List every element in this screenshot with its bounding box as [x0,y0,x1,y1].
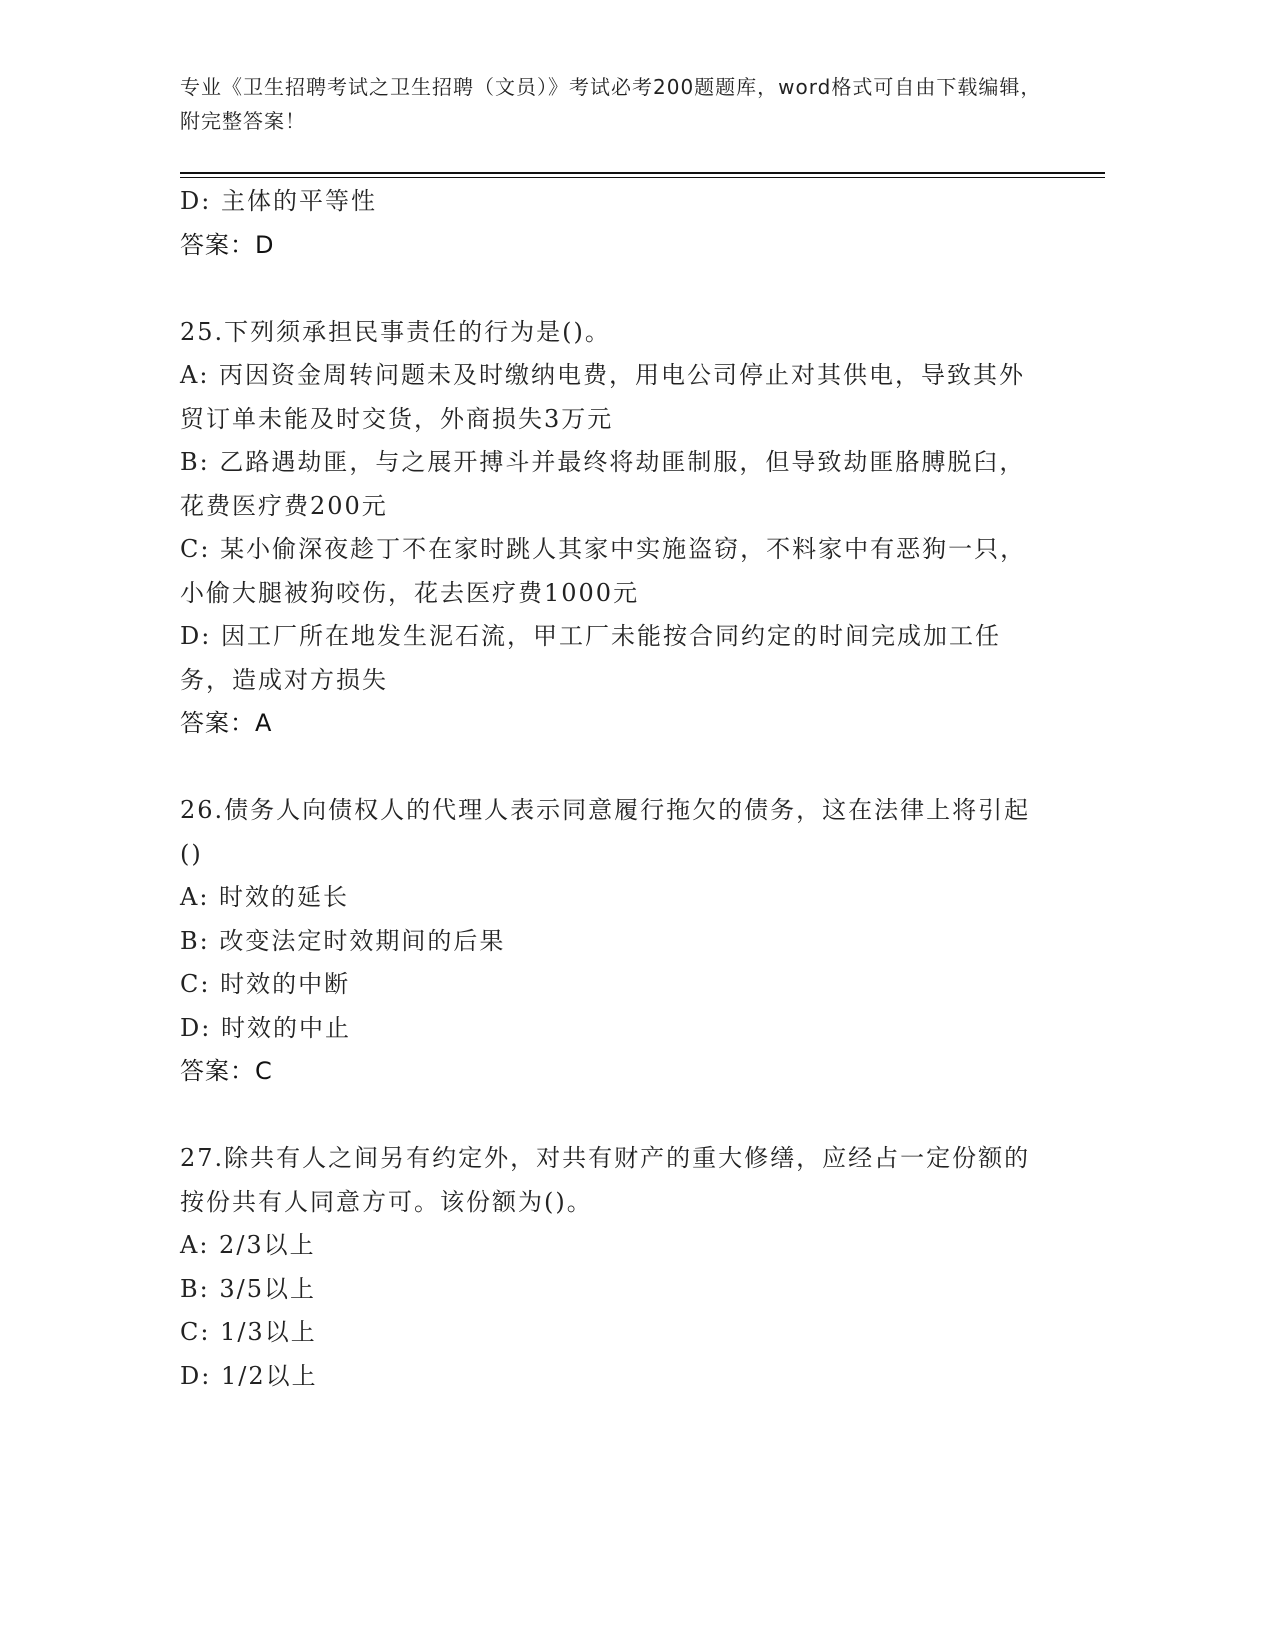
header-text: 专业《卫生招聘考试之卫生招聘（文员）》考试必考200题题库，word格式可自由下载编辑，附完整答案！ [180,75,1042,133]
spacer [180,267,1040,311]
prev-option-d: D: 主体的平等性 [180,187,377,215]
question-26 [180,789,1040,1094]
question-stem: 26.债务人向债权人的代理人表示同意履行拖欠的债务，这在法律上将引起() [180,796,1031,868]
spacer [180,746,1040,790]
document-header [180,70,1050,138]
document-body [180,180,1040,1398]
option-c: C: 某小偷深夜趁丁不在家时跳人其家中实施盗窃，不料家中有恶狗一只，小偷大腿被狗咬伤，花去医疗费1000元 [180,535,1027,607]
option-b: B: 3/5以上 [180,1274,316,1303]
option-b: B: 乙路遇劫匪，与之展开搏斗并最终将劫匪制服，但导致劫匪胳膊脱臼，花费医疗费200元 [180,448,1026,520]
question-stem: 27.除共有人之间另有约定外，对共有财产的重大修缮，应经占一定份额的按份共有人同意方可。该份额为()。 [180,1144,1031,1216]
question-25 [180,311,1040,746]
option-d: D: 时效的中止 [180,1013,351,1042]
option-a: A: 丙因资金周转问题未及时缴纳电费，用电公司停止对其供电，导致其外贸订单未能及时交货，外商损失3万元 [180,361,1026,433]
question-answer: 答案：A [180,709,273,737]
prev-answer: 答案：D [180,230,275,259]
option-d: D: 1/2以上 [180,1361,318,1390]
question-stem: 25.下列须承担民事责任的行为是()。 [180,317,611,346]
option-a: A: 2/3以上 [180,1231,316,1259]
option-c: C: 时效的中断 [180,970,351,998]
question-27 [180,1137,1040,1398]
question-answer: 答案：C [180,1057,273,1085]
option-c: C: 1/3以上 [180,1318,317,1346]
spacer [180,1094,1040,1138]
option-a: A: 时效的延长 [180,883,350,911]
header-rule-thick [180,172,1105,174]
option-d: D: 因工厂所在地发生泥石流，甲工厂未能按合同约定的时间完成加工任务，造成对方损失 [180,622,1001,694]
header-rule-thin [180,177,1105,178]
option-b: B: 改变法定时效期间的后果 [180,926,506,955]
